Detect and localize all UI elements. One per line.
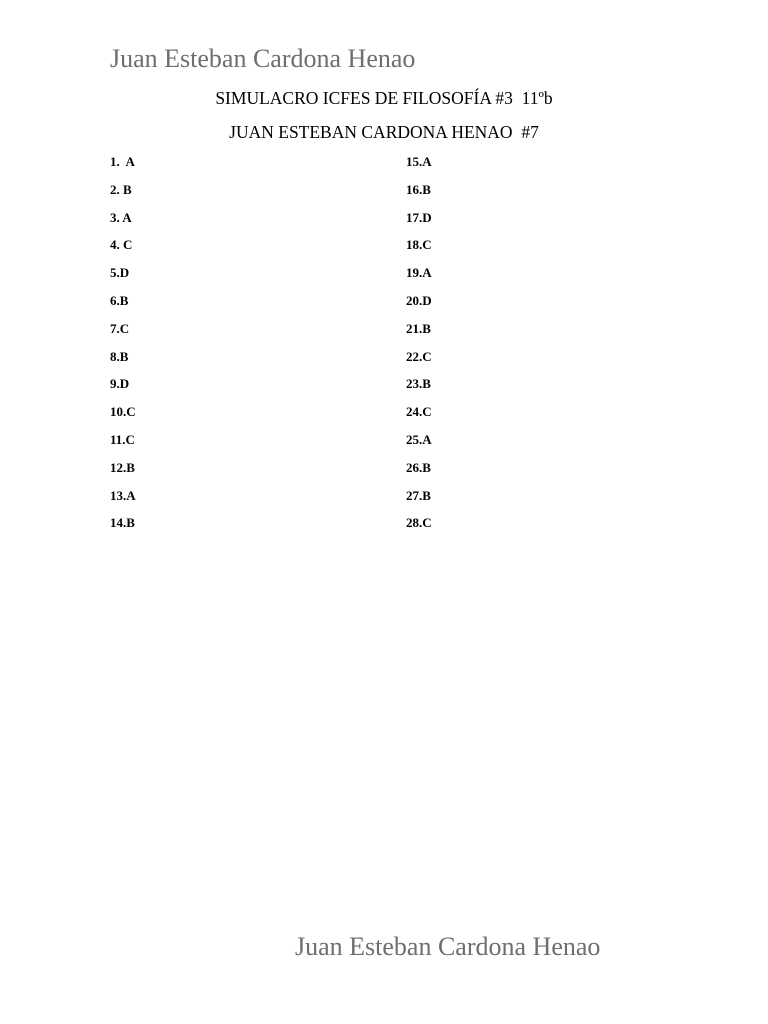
document-title: SIMULACRO ICFES DE FILOSOFÍA #3 11ºb [215,88,553,108]
answer-item: 23.B [406,376,431,392]
answer-item: 22.C [406,348,432,364]
answer-item: 24.C [406,404,432,420]
answer-item: 14.B [110,515,135,531]
answer-item: 10.C [110,404,136,420]
answer-column-right [406,152,606,541]
answer-item: 2. B [110,181,132,197]
answer-item: 13.A [110,487,136,503]
answer-item: 12.B [110,459,135,475]
answer-item: 6.B [110,292,129,308]
answer-sheet [110,152,670,552]
answer-item: 15.A [406,154,432,169]
answer-item: 21.B [406,320,431,336]
answer-item: 8.B [110,348,129,364]
answer-item: 5.D [110,265,130,281]
answer-item: 28.C [406,515,432,531]
answer-item: 3. A [110,209,132,225]
answer-item: 26.B [406,459,431,475]
answer-item: 9.D [110,376,130,392]
answer-item: 18.C [406,237,432,253]
answer-item: 4. C [110,237,133,253]
answer-item: 27.B [406,487,431,503]
answer-item: 20.D [406,292,432,308]
answer-item: 11.C [110,431,135,447]
answer-item: 1. A [110,154,135,169]
answer-item: 25.A [406,431,432,447]
answer-item: 16.B [406,181,431,197]
answer-column-left [110,152,310,541]
answer-item: 7.C [110,320,130,336]
student-subtitle: JUAN ESTEBAN CARDONA HENAO #7 [229,122,539,142]
answer-item: 19.A [406,265,432,281]
header-author-name: Juan Esteban Cardona Henao [110,44,416,73]
footer-author-name: Juan Esteban Cardona Henao [295,932,601,961]
answer-item: 17.D [406,209,432,225]
